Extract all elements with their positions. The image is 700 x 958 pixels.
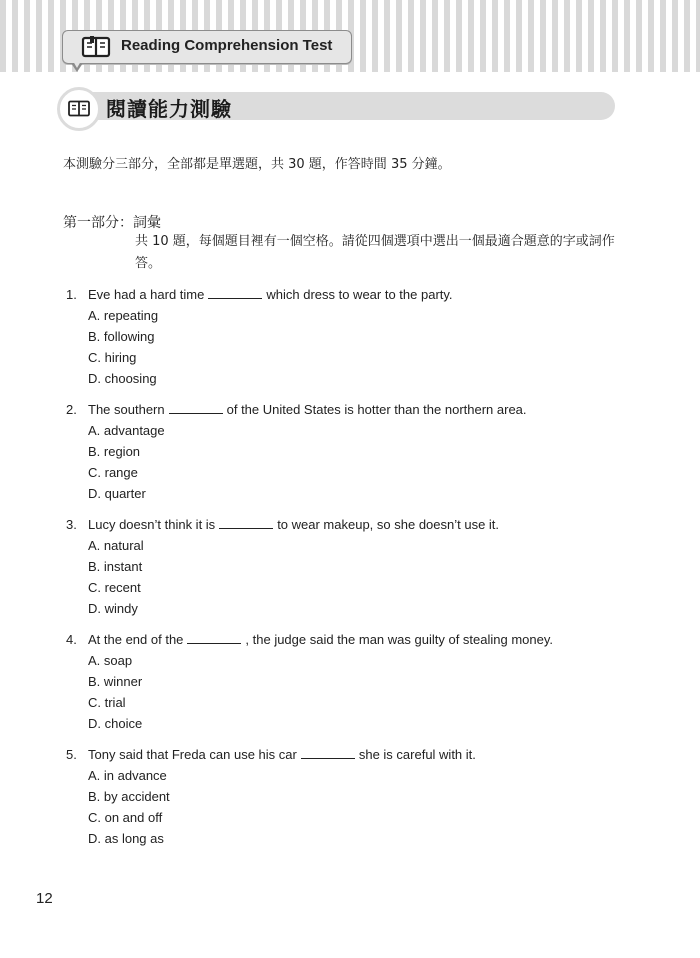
question-5 [66, 744, 476, 849]
stem-text-before: Lucy doesn’t think it is [88, 517, 216, 532]
answer-blank [208, 288, 262, 299]
question-stem [66, 284, 453, 305]
header-title: Reading Comprehension Test [121, 37, 333, 54]
stem-text-after: she is careful with it. [358, 747, 476, 762]
answer-option: D. choosing [88, 371, 157, 386]
question-3 [66, 514, 499, 619]
part-one-title: 第一部分：詞彙 [63, 215, 161, 231]
test-instructions: 本測驗分三部分，全部都是單選題，共 30 題，作答時間 35 分鐘。 [63, 157, 451, 172]
answer-option: A. in advance [88, 768, 167, 783]
answer-option: B. instant [88, 559, 143, 574]
answer-option: D. quarter [88, 486, 146, 501]
answer-blank [219, 518, 273, 529]
question-number: 3. [66, 517, 77, 532]
answer-option: B. following [88, 329, 155, 344]
open-book-icon [81, 35, 111, 64]
answer-option: B. region [88, 444, 141, 459]
answer-blank [187, 633, 241, 644]
answer-option: D. as long as [88, 831, 164, 846]
open-book-icon [68, 100, 90, 117]
question-number: 4. [66, 632, 77, 647]
stem-text-before: Tony said that Freda can use his car [88, 747, 297, 762]
stem-text-before: The southern [88, 402, 165, 417]
question-stem [66, 399, 527, 420]
answer-option: B. winner [88, 674, 143, 689]
page-number: 12 [36, 890, 53, 907]
section-header-tab [62, 30, 352, 64]
stem-text-before: At the end of the [88, 632, 184, 647]
question-2 [66, 399, 527, 504]
page-title: 閱讀能力測驗 [106, 97, 232, 121]
answer-option: B. by accident [88, 789, 170, 804]
answer-option: C. trial [88, 695, 126, 710]
stem-text-after: which dress to wear to the party. [266, 287, 453, 302]
question-number: 2. [66, 402, 77, 417]
stem-text-after: , the judge said the man was guilty of stealing money. [245, 632, 554, 647]
stem-text-after: to wear makeup, so she doesn’t use it. [277, 517, 500, 532]
stem-text-after: of the United States is hotter than the northern area. [226, 402, 527, 417]
question-stem [66, 629, 553, 650]
answer-option: D. choice [88, 716, 143, 731]
question-4 [66, 629, 553, 734]
answer-option: A. repeating [88, 308, 159, 323]
question-stem [66, 514, 499, 535]
answer-option: C. recent [88, 580, 141, 595]
answer-option: A. natural [88, 538, 144, 553]
answer-blank [301, 748, 355, 759]
tab-tail [71, 63, 83, 72]
question-stem [66, 744, 476, 765]
answer-option: D. windy [88, 601, 138, 616]
answer-blank [169, 403, 223, 414]
question-number: 5. [66, 747, 77, 762]
answer-option: A. soap [88, 653, 133, 668]
page-title-bar [60, 92, 615, 120]
answer-option: C. on and off [88, 810, 163, 825]
answer-option: C. range [88, 465, 138, 480]
question-1 [66, 284, 453, 389]
answer-option: C. hiring [88, 350, 137, 365]
answer-option: A. advantage [88, 423, 165, 438]
title-icon-badge [57, 87, 101, 131]
part-one-description: 共 10 題，每個題目裡有一個空格。請從四個選項中選出一個最適合題意的字或詞作答。 [135, 234, 615, 271]
question-number: 1. [66, 287, 77, 302]
stem-text-before: Eve had a hard time [88, 287, 205, 302]
